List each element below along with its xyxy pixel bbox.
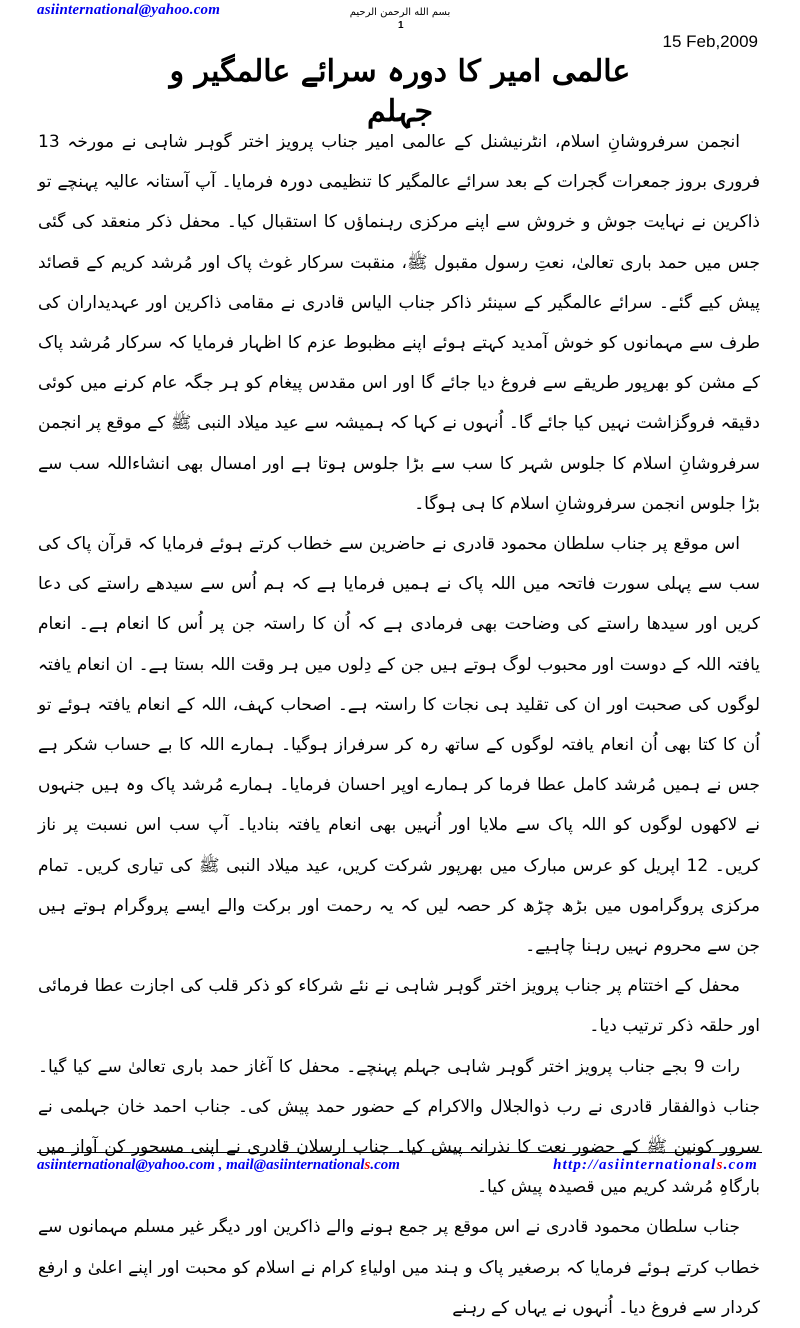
article-body xyxy=(38,122,760,1328)
footer-emails-red-letter: s xyxy=(364,1157,371,1173)
footer-emails[interactable] xyxy=(37,1157,400,1174)
footer-website-link[interactable] xyxy=(553,1157,758,1173)
header-email-link[interactable]: asiinternational@yahoo.com xyxy=(37,2,221,18)
footer-url-red-letter: s xyxy=(716,1157,724,1173)
article-paragraph-3: محفل کے اختتام پر جناب پرویز اختر گوہر شاہی نے نئے شرکاء کو ذکر قلب کی اجازت عطا فرمائی اور حلقہ ذکر ترتیب دیا۔ xyxy=(38,976,760,1037)
article-paragraph-2: اس موقع پر جناب سلطان محمود قادری نے حاضرین سے خطاب کرتے ہوئے فرمایا کہ قرآن پاک کی سب سے پہلی سورت فاتحہ میں اللہ پاک نے ہمیں فرمایا ہے کہ ہم اُس سے سیدھے راستے کی دعا کریں اور سیدھا راستے کی وضاحت بھی فرمادی ہے کہ اُن کا راستہ جن پر اُس کا انعام ہے۔ انعام یافتہ اللہ کے دوست اور محبوب لوگ ہوتے ہیں جن کے دِلوں میں ہر وقت اللہ بستا ہے۔ ان انعام یافتہ لوگوں کی صحبت اور ان کی تقلید ہی نجات کا راستہ ہے۔ اصحاب کہف، اللہ کے انعام یافتہ ہوئے تو اُن کا کتا بھی اُن انعام یافتہ لوگوں کے ساتھ رہ کر سرفراز ہوگیا۔ ہمارے اللہ کا بے حساب شکر ہے جس نے ہمیں مُرشد کامل عطا فرما کر ہمارے اوپر احسان فرمایا۔ ہمارے مُرشد پاک وہ ہیں جنہوں نے لاکھوں لوگوں کو اللہ پاک سے ملایا اور اُنہیں بھی انعام یافتہ بنادیا۔ آپ سب اس نسبت پر ناز کریں۔ 12 اپریل کو عرس مبارک میں بھرپور شرکت کریں، عید میلاد النبی ﷺ کی تیاری کریں۔ تمام مرکزی پروگراموں میں بڑھ چڑھ کر حصہ لیں کہ یہ رحمت اور برکت والے ایسے پروگرام ہوتے ہیں جن سے محروم نہیں رہنا چاہیے۔ xyxy=(38,534,760,957)
article-paragraph-1: انجمن سرفروشانِ اسلام، انٹرنیشنل کے عالمی امیر جناب پرویز اختر گوہر شاہی نے مورخہ 13 فروری بروز جمعرات گجرات کے بعد سرائے عالمگیر کا تنظیمی دورہ فرمایا۔ آپ آستانہ عالیہ پہنچے تو ذاکرین نے نہایت جوش و خروش سے اپنے مرکزی رہنماؤں کا استقبال کیا۔ محفل ذکر منعقد کی گئی جس میں حمد باری تعالیٰ، نعتِ رسول مقبول ﷺ، منقبت سرکار غوث پاک اور مُرشد کریم کے قصائد پیش کیے گئے۔ سرائے عالمگیر کے سینئر ذاکر جناب الیاس قادری نے مقامی ذاکرین اور عہدیداران کی طرف سے مہمانوں کو خوش آمدید کہتے ہوئے اپنے مظبوط عزم کا اظہار فرمایا کہ سرکار مُرشد پاک کے مشن کو بھرپور طریقے سے فروغ دیا جائے گا اور اس مقدس پیغام کو ہر جگہ عام کرنے میں کوئی دقیقہ فروگزاشت نہیں کیا جائے گا۔ اُنہوں نے کہا کہ ہمیشہ سے عید میلاد النبی ﷺ کے موقع پر انجمن سرفروشانِ اسلام کا جلوس شہر کا سب سے بڑا جلوس ہوتا ہے اور امسال بھی انشاءاللہ سب سے بڑا جلوس انجمن سرفروشانِ اسلام کا ہی ہوگا۔ xyxy=(38,132,760,514)
footer-url-text: http://asiinternational xyxy=(553,1157,717,1173)
footer-divider xyxy=(37,1152,762,1153)
page-number: 1 xyxy=(398,20,404,31)
article-date: 15 Feb,2009 xyxy=(662,32,758,51)
bismillah-heading: بسم الله الرحمن الرحیم xyxy=(349,7,451,18)
footer-emails-suffix: .com xyxy=(370,1157,400,1173)
article-paragraph-5: جناب سلطان محمود قادری نے اس موقع پر جمع ہونے والے ذاکرین اور دیگر غیر مسلم مہمانوں سے خطاب کرتے ہوئے فرمایا کہ برصغیر پاک و ہند میں اولیاءِ کرام نے اسلام کو محبت اور اپنے اعلیٰ و ارفع کردار سے فروغ دیا۔ اُنہوں نے یہاں کے رہنے xyxy=(38,1217,760,1318)
article-title: عالمی امیر کا دورہ سرائے عالمگیر و جہلم xyxy=(169,54,631,129)
footer-emails-text: asiinternational@yahoo.com , mail@asiinternational xyxy=(37,1157,365,1173)
footer-url-suffix: .com xyxy=(723,1157,758,1173)
article-paragraph-4: رات 9 بجے جناب پرویز اختر گوہر شاہی جہلم پہنچے۔ محفل کا آغاز حمد باری تعالیٰ سے کیا گیا۔ جناب ذوالفقار قادری نے رب ذوالجلال والاکرام کے حضور حمد پیش کی۔ جناب احمد خان جہلمی نے سرور کونین ﷺ کے حضور نعت کا نذرانہ پیش کیا۔ جناب ارسلان قادری نے اپنی مسحور کن آواز میں بارگاہِ مُرشد کریم میں قصیدہ پیش کیا۔ xyxy=(38,1056,760,1198)
footer-website[interactable] xyxy=(553,1157,758,1174)
footer-email-links[interactable] xyxy=(37,1157,400,1173)
